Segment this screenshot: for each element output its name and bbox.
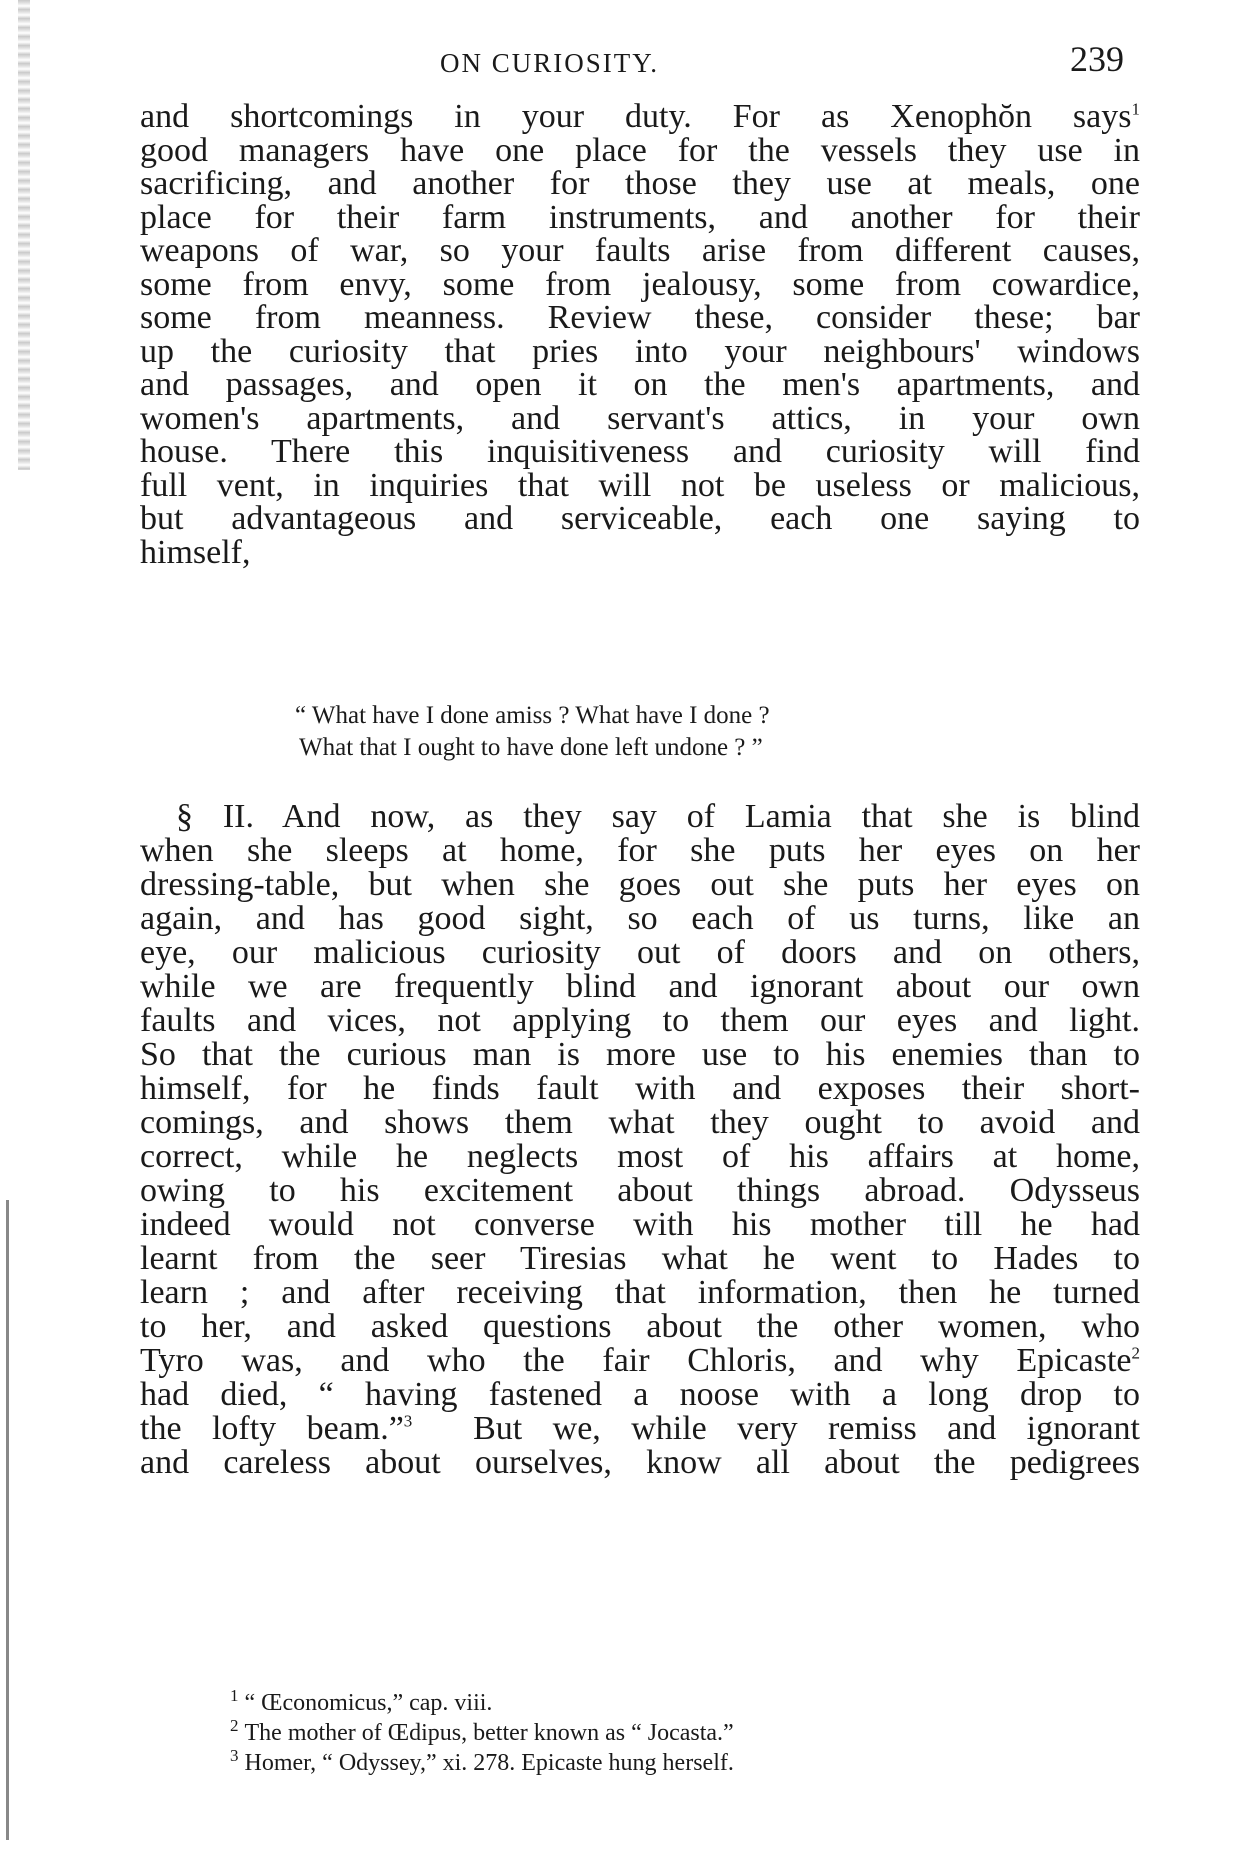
text-line: and careless about ourselves, know all about the pedigrees <box>140 1444 1140 1481</box>
text-line: correct, while he neglects most of his affairs at home, <box>140 1138 1140 1175</box>
footnote-text: The mother of Œdipus, better known as “ Jocasta.” <box>244 1720 734 1746</box>
quote-line: What that I ought to have done left undone ? ” <box>299 734 763 761</box>
text-line: indeed would not converse with his mother till he had <box>140 1206 1140 1243</box>
footnote-ref: 1 <box>1131 99 1140 119</box>
paragraph-2 <box>140 800 1140 1480</box>
text-line: comings, and shows them what they ought to avoid and <box>140 1104 1140 1141</box>
text-line-content: Tyro was, and who the fair Chloris, and why Epicaste <box>140 1342 1132 1379</box>
text-line: sacrificing, and another for those they use at meals, one <box>140 165 1140 202</box>
quote-line: “ What have I done amiss ? What have I done ? <box>295 702 770 729</box>
text-line: owing to his excitement about things abroad. Odysseus <box>140 1172 1140 1209</box>
text-line: dressing-table, but when she goes out she puts her eyes on <box>140 866 1140 903</box>
text-line: place for their farm instruments, and another for their <box>140 198 1140 236</box>
text-line <box>140 1344 1140 1378</box>
text-line: some from envy, some from jealousy, some from cowardice, <box>140 265 1140 303</box>
text-line: while we are frequently blind and ignorant about our own <box>140 968 1140 1005</box>
text-line: but advantageous and serviceable, each one saying to <box>140 500 1140 537</box>
text-line: again, and has good sight, so each of us turns, like an <box>140 900 1140 937</box>
text-line: himself, for he finds fault with and exposes their short- <box>140 1070 1140 1107</box>
text-line-content: But we, while very remiss and ignorant <box>412 1410 1140 1447</box>
text-line: eye, our malicious curiosity out of doors and on others, <box>140 934 1140 971</box>
verse-quote <box>295 700 1015 764</box>
footnote-ref: 2 <box>1131 1343 1140 1363</box>
running-title: ON CURIOSITY. <box>440 48 660 78</box>
footnote-text: “ Œconomicus,” cap. viii. <box>244 1690 493 1716</box>
scan-edge-line <box>6 1200 9 1840</box>
footnote <box>230 1688 1130 1718</box>
paragraph-1 <box>140 100 1140 569</box>
page-number: 239 <box>1070 39 1124 79</box>
running-head <box>0 38 1257 88</box>
text-line: good managers have one place for the vessels they use in <box>140 131 1140 169</box>
text-line: when she sleeps at home, for she puts her eyes on her <box>140 832 1140 869</box>
footnote-text: Homer, “ Odyssey,” xi. 278. Epicaste hung herself. <box>244 1750 734 1776</box>
footnote <box>230 1748 1130 1778</box>
text-line: learnt from the seer Tiresias what he went to Hades to <box>140 1240 1140 1277</box>
text-line: faults and vices, not applying to them our eyes and light. <box>140 1002 1140 1039</box>
text-line <box>140 100 1140 134</box>
text-line: and passages, and open it on the men's apartments, and <box>140 366 1140 403</box>
text-line: learn ; and after receiving that information, then he turned <box>140 1274 1140 1311</box>
footnote <box>230 1718 1130 1748</box>
text-line: some from meanness. Review these, consider these; bar <box>140 299 1140 336</box>
text-line: weapons of war, so your faults arise from different causes, <box>140 232 1140 269</box>
text-line: women's apartments, and servant's attics, in your own <box>140 399 1140 437</box>
text-line: house. There this inquisitiveness and curiosity will find <box>140 433 1140 470</box>
text-line: up the curiosity that pries into your neighbours' windows <box>140 332 1140 370</box>
footnotes <box>230 1688 1130 1778</box>
text-line: himself, <box>140 533 251 571</box>
text-line-content: and shortcomings in your duty. For as Xenophŏn says <box>140 98 1132 135</box>
footnote-mark: 1 <box>230 1686 239 1705</box>
text-line: So that the curious man is more use to his enemies than to <box>140 1036 1140 1073</box>
text-line: to her, and asked questions about the other women, who <box>140 1308 1140 1345</box>
text-line: full vent, in inquiries that will not be useless or malicious, <box>140 466 1140 504</box>
text-line <box>140 1412 1140 1446</box>
footnote-mark: 3 <box>230 1746 239 1765</box>
text-line: had died, “ having fastened a noose with a long drop to <box>140 1376 1140 1413</box>
footnote-ref: 3 <box>403 1411 413 1431</box>
text-line: § II. And now, as they say of Lamia that she is blind <box>176 798 1140 835</box>
footnote-mark: 2 <box>230 1716 239 1735</box>
text-line-content: the lofty beam.” <box>140 1410 404 1447</box>
